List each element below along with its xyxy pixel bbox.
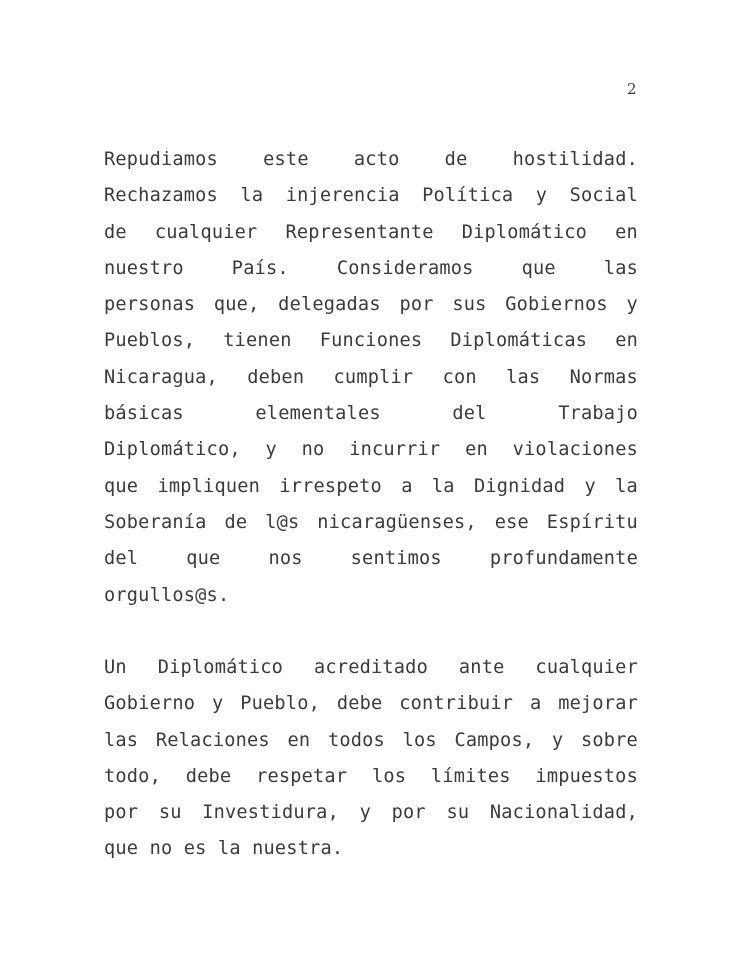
word: Diplomático, xyxy=(104,439,241,461)
text-line xyxy=(104,469,638,505)
word: la xyxy=(615,475,638,497)
word: deben xyxy=(247,366,305,388)
word: en xyxy=(465,439,488,461)
word: por xyxy=(104,802,139,824)
word: nuestro xyxy=(104,257,184,279)
word: en xyxy=(615,330,638,352)
word: cualquier xyxy=(535,657,638,678)
word: mejorar xyxy=(558,693,638,715)
text-line xyxy=(104,650,638,686)
word: elementales xyxy=(255,403,381,425)
text-line xyxy=(104,759,638,795)
word: todo, xyxy=(104,765,161,787)
word: y xyxy=(265,439,277,461)
word: ante xyxy=(458,657,505,678)
word: las xyxy=(104,729,139,751)
text-line: orgullos@s. xyxy=(104,584,230,606)
word: que xyxy=(186,548,221,570)
word: la xyxy=(431,475,455,497)
text-line xyxy=(104,686,638,722)
word: Pueblo, xyxy=(240,693,320,715)
word: Relaciones xyxy=(155,729,270,751)
word: Funciones xyxy=(319,330,423,352)
word: que xyxy=(521,257,556,279)
word: impuestos xyxy=(535,765,638,787)
word: a xyxy=(401,475,413,497)
word: violaciones xyxy=(512,439,638,461)
word: Campos, xyxy=(454,729,535,751)
word: de xyxy=(104,221,127,243)
word: las xyxy=(506,366,541,388)
word: nicaragüenses, xyxy=(317,511,477,533)
word: personas xyxy=(104,294,196,316)
word: la xyxy=(240,185,264,207)
word: todos xyxy=(327,729,385,751)
word: con xyxy=(442,366,477,388)
word: profundamente xyxy=(489,548,638,570)
word: y xyxy=(359,802,371,824)
word: en xyxy=(287,729,311,751)
text-line xyxy=(104,251,638,287)
word: límites xyxy=(430,765,511,787)
word: Gobierno xyxy=(104,693,196,715)
word: del xyxy=(104,548,139,570)
word: incurrir xyxy=(349,439,441,461)
word: las xyxy=(603,257,638,279)
word: los xyxy=(402,729,437,751)
word: tienen xyxy=(223,330,292,352)
word: delegadas xyxy=(278,294,381,316)
word: por xyxy=(399,294,434,316)
word: Dignidad xyxy=(474,475,566,497)
page-number: 2 xyxy=(627,80,637,98)
word: y xyxy=(211,693,224,715)
word: Rechazamos xyxy=(104,185,218,207)
word: Soberanía xyxy=(104,511,207,533)
word: acto xyxy=(353,149,400,170)
word: cualquier xyxy=(154,221,258,243)
text-line xyxy=(104,795,638,831)
word: en xyxy=(615,221,638,243)
word: Representante xyxy=(285,221,434,243)
word: injerencia xyxy=(285,185,400,207)
word: este xyxy=(263,149,309,170)
text-line: que no es la nuestra. xyxy=(104,838,344,860)
paragraph-1 xyxy=(104,142,638,614)
word: básicas xyxy=(104,403,184,425)
word: Diplomáticas xyxy=(450,330,588,352)
paragraph-2 xyxy=(104,650,638,868)
word: que xyxy=(104,475,139,497)
word: l@s xyxy=(265,511,300,533)
word: y xyxy=(584,475,596,497)
word: y xyxy=(535,185,548,207)
word: que, xyxy=(213,294,260,316)
text-line xyxy=(104,396,638,432)
word: impliquen xyxy=(157,475,261,497)
word: Consideramos xyxy=(336,257,474,279)
word: y xyxy=(626,294,638,316)
word: Diplomático xyxy=(157,657,284,678)
word: Nacionalidad, xyxy=(489,802,638,824)
word: Diplomático xyxy=(461,221,588,243)
word: de xyxy=(224,511,248,533)
text-line xyxy=(104,323,638,359)
word: sus xyxy=(452,294,487,316)
text-line xyxy=(104,723,638,759)
word: no xyxy=(301,439,325,461)
text-line xyxy=(104,360,638,396)
text-line xyxy=(104,142,638,178)
word: Un xyxy=(104,657,127,678)
text-line xyxy=(104,287,638,323)
text-line xyxy=(104,541,638,577)
word: ese xyxy=(494,511,529,533)
word: su xyxy=(158,802,182,824)
word: Investidura, xyxy=(202,802,339,824)
word: acreditado xyxy=(314,657,428,678)
word: País. xyxy=(231,257,289,279)
text-line xyxy=(104,178,638,214)
word: Espíritu xyxy=(546,511,638,533)
word: del xyxy=(452,403,487,425)
word: los xyxy=(371,765,407,787)
word: Gobiernos xyxy=(505,294,608,316)
text-line xyxy=(104,432,638,468)
word: Política xyxy=(422,185,514,207)
word: hostilidad. xyxy=(512,149,638,170)
word: Nicaragua, xyxy=(104,366,218,388)
word: a xyxy=(530,693,542,715)
word: y xyxy=(551,729,564,751)
text-line xyxy=(104,505,638,541)
word: contribuir xyxy=(399,693,514,715)
word: sentimos xyxy=(350,548,442,570)
word: cumplir xyxy=(333,366,414,388)
word: Repudiamos xyxy=(104,149,218,170)
word: por xyxy=(391,802,426,824)
word: respetar xyxy=(256,765,348,787)
word: su xyxy=(446,802,470,824)
word: sobre xyxy=(580,729,638,751)
word: de xyxy=(444,149,468,170)
word: debe xyxy=(185,765,232,787)
word: Trabajo xyxy=(558,403,638,425)
word: nos xyxy=(268,548,303,570)
word: debe xyxy=(336,693,383,715)
word: Pueblos, xyxy=(104,330,196,352)
word: irrespeto xyxy=(279,475,382,497)
text-line xyxy=(104,215,638,251)
word: Normas xyxy=(569,366,638,388)
word: Social xyxy=(569,185,638,207)
